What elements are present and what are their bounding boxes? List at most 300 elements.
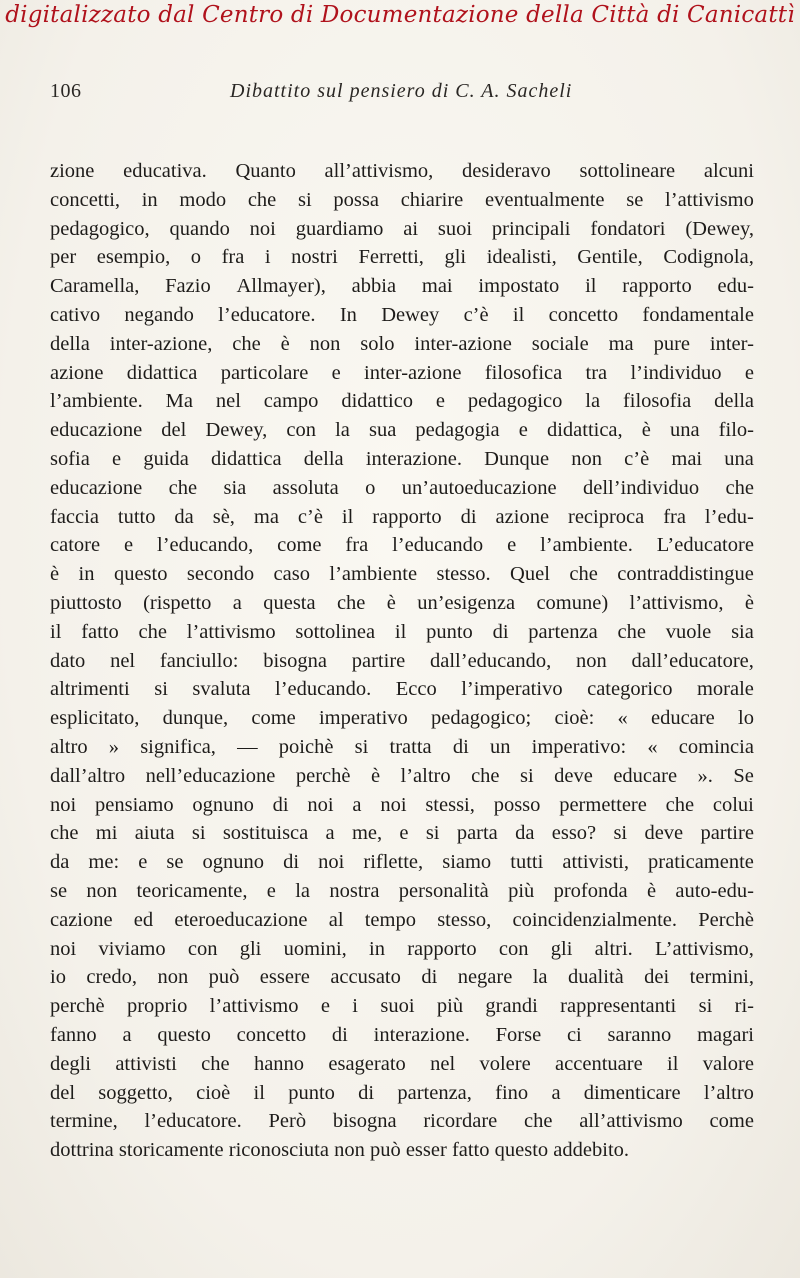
word: sè,	[212, 505, 235, 528]
text-line	[50, 618, 754, 647]
word: la	[585, 390, 601, 413]
text-line	[50, 675, 754, 704]
word: contraddistingue	[617, 563, 754, 586]
word: più	[436, 995, 464, 1018]
word: il	[253, 1081, 265, 1104]
word: sia	[731, 620, 754, 643]
word: impostato	[478, 275, 560, 298]
word: c’è	[624, 447, 650, 470]
word: a	[551, 1081, 561, 1104]
word: di	[492, 620, 509, 643]
word: noi	[249, 217, 276, 240]
word: dato	[50, 649, 86, 672]
word: vuole	[665, 620, 712, 643]
word: la	[295, 879, 311, 902]
word: fanciullo:	[159, 649, 239, 672]
text-line	[50, 445, 754, 474]
word: dei	[644, 966, 670, 989]
word: perchè	[50, 995, 105, 1018]
word: di	[452, 735, 469, 758]
word: stessi,	[425, 793, 475, 816]
word: questo	[113, 563, 168, 586]
text-line	[50, 272, 754, 301]
word: nel	[215, 390, 241, 413]
word: cioè	[196, 1081, 231, 1104]
word: coincidenzialmente.	[512, 908, 677, 931]
word: L’educatore	[656, 534, 754, 557]
text-line	[50, 819, 754, 848]
word: ma	[608, 332, 634, 355]
word: svaluta	[192, 678, 251, 701]
word: pedagogico,	[50, 217, 150, 240]
word: l’individuo	[630, 361, 722, 384]
word: l’altro	[400, 764, 451, 787]
word: filosofica	[484, 361, 563, 384]
word: pedagogico	[467, 390, 563, 413]
word: e	[435, 390, 446, 413]
text-line	[50, 474, 754, 503]
word: negare	[457, 966, 513, 989]
word: caso	[273, 563, 310, 586]
word: termine,	[50, 1110, 118, 1133]
word: si	[191, 822, 206, 845]
word: all’attivismo,	[324, 160, 434, 182]
word: l’attivismo	[209, 995, 299, 1018]
word: storicamente	[118, 1139, 224, 1162]
word: si	[613, 822, 628, 845]
text-line	[50, 877, 754, 906]
word: imperativo	[318, 707, 408, 730]
text-line	[50, 906, 754, 935]
word: esser	[405, 1139, 447, 1162]
word: che	[247, 188, 277, 211]
word: con	[498, 937, 529, 960]
word: è	[50, 563, 60, 586]
word: di	[283, 851, 300, 874]
word: faccia	[50, 505, 99, 528]
word: una	[724, 447, 754, 470]
word: fra	[345, 534, 369, 557]
word: esplicitato,	[50, 707, 140, 730]
word: in	[369, 937, 385, 960]
word: posso	[493, 793, 541, 816]
text-line	[50, 647, 754, 676]
word: della	[50, 332, 90, 355]
word: punto	[426, 620, 473, 643]
word: Gentile,	[577, 246, 643, 269]
word: è	[744, 591, 754, 614]
word: noi	[307, 793, 334, 816]
word: che	[336, 591, 366, 614]
word: dimenticare	[583, 1081, 681, 1104]
word: c’è	[297, 505, 323, 528]
word: catore	[50, 534, 101, 557]
running-title: Dibattito sul pensiero di C. A. Sacheli	[230, 80, 573, 102]
text-line	[50, 243, 754, 272]
word: cativo	[50, 303, 101, 326]
word: magari	[697, 1023, 754, 1046]
word: noi	[318, 851, 345, 874]
word: eventualmente	[485, 188, 605, 211]
word: il	[667, 1052, 679, 1075]
word: c’è	[463, 303, 489, 326]
word: siamo	[442, 851, 492, 874]
word: tratta	[389, 735, 432, 758]
word: noi	[380, 793, 407, 816]
word: di	[331, 1023, 348, 1046]
word: per	[50, 246, 77, 269]
word: concetto	[548, 303, 619, 326]
page-number: 106	[50, 80, 82, 102]
word: altri.	[594, 937, 633, 960]
word: suoi	[437, 217, 473, 240]
word: che	[138, 620, 167, 643]
word: »	[108, 735, 120, 758]
word: il	[341, 505, 354, 528]
word: possa	[333, 188, 379, 211]
word: rapporto	[622, 275, 692, 298]
word: Dunque	[484, 447, 550, 470]
word: esempio,	[96, 246, 171, 269]
word: fra	[221, 246, 245, 269]
word: l’altro	[703, 1081, 754, 1104]
word: nostri	[291, 246, 338, 269]
word: della	[714, 390, 754, 413]
word: è	[280, 332, 290, 355]
word: hanno	[253, 1052, 305, 1075]
word: guardiamo	[295, 217, 384, 240]
word: educazione	[50, 419, 143, 442]
word: aiuta	[134, 822, 175, 845]
text-line	[50, 963, 754, 992]
word: attivisti,	[562, 851, 629, 874]
word: da	[515, 822, 535, 845]
word: attivisti	[115, 1052, 177, 1075]
text-line	[50, 992, 754, 1021]
word: o	[365, 476, 376, 499]
word: inter-azione,	[109, 332, 213, 355]
word: e	[518, 419, 528, 442]
word: in	[141, 188, 158, 211]
text-line	[50, 1136, 754, 1165]
word: saranno	[607, 1023, 672, 1046]
word: di	[460, 505, 477, 528]
word: cioè:	[554, 707, 595, 730]
word: lo	[738, 707, 754, 730]
word: fatto	[81, 620, 119, 643]
word: nell’educazione	[145, 764, 276, 787]
word: gli	[239, 937, 262, 960]
word: credo,	[86, 966, 138, 989]
word: un’esigenza	[417, 591, 516, 614]
word: il	[585, 275, 597, 298]
word: e	[112, 447, 122, 470]
word: modo	[179, 188, 227, 211]
word: e	[138, 851, 148, 874]
word: piuttosto	[50, 591, 122, 614]
word: gli	[550, 937, 573, 960]
digitization-watermark: digitalizzato dal Centro di Documentazione della Città di Canicattì	[5, 2, 795, 28]
word: da	[174, 505, 194, 528]
word: (Dewey,	[685, 217, 754, 240]
word: In	[339, 303, 357, 326]
word: interazione.	[373, 1023, 470, 1046]
word: zione	[50, 160, 95, 182]
word: il	[512, 303, 525, 326]
word: Quel	[510, 563, 550, 586]
word: l’ambiente.	[50, 390, 143, 413]
word: che	[665, 793, 695, 816]
word: ci	[566, 1023, 582, 1046]
text-line	[50, 1021, 754, 1050]
word: parta	[456, 822, 498, 845]
word: non	[571, 447, 602, 470]
word: altrimenti	[50, 678, 130, 701]
word: imperativo:	[531, 735, 627, 758]
word: si	[520, 764, 534, 787]
word: Quanto	[235, 160, 296, 182]
word: accentuare	[555, 1052, 643, 1075]
text-line	[50, 762, 754, 791]
word: e	[507, 534, 517, 557]
word: può	[208, 966, 240, 989]
word: partire	[700, 822, 754, 845]
word: o	[190, 246, 202, 269]
word: Fazio	[165, 275, 211, 298]
word: significa,	[140, 735, 216, 758]
word: rapporto	[372, 505, 442, 528]
word: sostituisca	[222, 822, 309, 845]
word: che	[50, 822, 79, 845]
word: desideravo	[462, 160, 551, 182]
text-line	[50, 589, 754, 618]
word: me:	[88, 851, 120, 874]
word: può	[369, 1139, 401, 1162]
word: partenza	[528, 620, 598, 643]
word: fatto	[451, 1139, 490, 1162]
word: reciproca	[568, 505, 645, 528]
word: principali	[491, 217, 571, 240]
word: che	[168, 476, 198, 499]
word: e	[399, 822, 409, 845]
word: inter-azione	[364, 361, 462, 384]
word: viviamo	[98, 937, 166, 960]
word: il	[394, 620, 407, 643]
word: sofia	[50, 447, 90, 470]
word: guida	[143, 447, 189, 470]
word: —	[237, 735, 258, 758]
word: e	[266, 879, 276, 902]
word: partire	[351, 649, 406, 672]
word: «	[617, 707, 628, 730]
word: educativa.	[123, 160, 207, 182]
word: rapporto	[407, 937, 477, 960]
word: fondamentale	[642, 303, 754, 326]
word: l’educando.	[275, 678, 372, 701]
word: Però	[268, 1110, 307, 1133]
word: e	[331, 361, 341, 384]
word: la	[335, 419, 350, 442]
word: negando	[124, 303, 194, 326]
word: che	[725, 476, 754, 499]
word: della	[303, 447, 344, 470]
word: filosofia	[622, 390, 692, 413]
word: nostra	[329, 879, 380, 902]
word: riflette,	[363, 851, 424, 874]
word: didattica,	[546, 419, 623, 442]
word: si	[354, 735, 369, 758]
text-line	[50, 531, 754, 560]
word: gli	[444, 246, 467, 269]
word: poichè	[278, 735, 334, 758]
word: me,	[351, 822, 383, 845]
word: educare	[651, 707, 715, 730]
word: azione	[495, 505, 550, 528]
word: come	[251, 707, 296, 730]
word: dell’individuo	[582, 476, 700, 499]
word: (rispetto	[143, 591, 212, 614]
word: tutto	[117, 505, 156, 528]
word: Ma	[165, 390, 193, 413]
word: educazione	[50, 476, 143, 499]
word: Caramella,	[50, 275, 140, 298]
word: Ecco	[395, 678, 437, 701]
word: mai	[671, 447, 703, 470]
word: i	[352, 995, 358, 1018]
word: fanno	[50, 1023, 97, 1046]
word: didattico	[341, 390, 414, 413]
text-line	[50, 359, 754, 388]
word: a	[232, 591, 242, 614]
word: e	[123, 534, 134, 557]
word: a	[122, 1023, 132, 1046]
word: questo	[157, 1023, 211, 1046]
word: si	[698, 995, 713, 1018]
word: eteroeducazione	[174, 908, 308, 931]
word: ai	[403, 217, 419, 240]
word: si	[154, 678, 168, 701]
word: noi	[50, 937, 77, 960]
text-line	[50, 503, 754, 532]
word: uomini,	[283, 937, 347, 960]
word: fondatori	[590, 217, 666, 240]
word: volere	[479, 1052, 531, 1075]
word: ».	[697, 764, 713, 787]
word: di	[421, 966, 438, 989]
word: «	[647, 735, 658, 758]
word: campo	[263, 390, 319, 413]
word: comune)	[536, 591, 609, 614]
text-line	[50, 301, 754, 330]
word: inter-azione	[414, 332, 512, 355]
word: al	[328, 908, 344, 931]
word: nel	[110, 649, 136, 672]
word: riconosciuta	[228, 1139, 329, 1162]
word: proprio	[126, 995, 188, 1018]
word: edu-	[717, 275, 754, 298]
word: dall’educando,	[430, 649, 552, 672]
word: Se	[733, 764, 754, 787]
word: secondo	[186, 563, 255, 586]
word: del	[50, 1081, 76, 1104]
word: l’attivismo	[665, 188, 754, 211]
word: non	[334, 1139, 365, 1162]
word: Dewey,	[205, 419, 268, 442]
word: che	[232, 332, 261, 355]
text-line	[50, 935, 754, 964]
word: pure	[653, 332, 690, 355]
word: Codignola,	[663, 246, 754, 269]
word: sottolinea	[295, 620, 376, 643]
word: non	[309, 332, 341, 355]
text-line	[50, 560, 754, 589]
word: esso?	[551, 822, 597, 845]
word: auto-edu-	[675, 879, 754, 902]
word: io	[50, 966, 66, 989]
word: cazione	[50, 908, 113, 931]
word: che	[524, 1110, 553, 1133]
word: ognuno	[192, 793, 254, 816]
word: Perchè	[698, 908, 754, 931]
word: altro	[50, 735, 88, 758]
word: i	[264, 246, 271, 269]
word: sottolineare	[579, 160, 676, 182]
word: personalità	[398, 879, 489, 902]
word: che	[617, 620, 646, 643]
word: noi	[50, 793, 77, 816]
word: interazione.	[365, 447, 462, 470]
word: deve	[554, 764, 593, 787]
word: stesso.	[436, 563, 491, 586]
word: di	[358, 1081, 375, 1104]
word: idealisti,	[486, 246, 557, 269]
word: fra	[663, 505, 686, 528]
word: profonda	[553, 879, 628, 902]
word: che	[569, 563, 598, 586]
text-line	[50, 1079, 754, 1108]
word: come	[277, 534, 322, 557]
word: concetti,	[50, 188, 121, 211]
word: accusato	[330, 966, 401, 989]
word: più	[508, 879, 535, 902]
word: rappresentanti	[560, 995, 677, 1018]
text-line	[50, 186, 754, 215]
word: quando	[169, 217, 230, 240]
body-text	[50, 157, 754, 1165]
word: particolare	[220, 361, 309, 384]
word: azione	[50, 361, 104, 384]
word: concetto	[236, 1023, 307, 1046]
word: comincia	[678, 735, 754, 758]
word: Ferretti,	[358, 246, 424, 269]
word: l’educando	[392, 534, 484, 557]
word: colui	[712, 793, 754, 816]
page-header	[50, 80, 750, 110]
word: e	[320, 995, 330, 1018]
word: fino	[495, 1081, 529, 1104]
word: Allmayer),	[236, 275, 326, 298]
word: permettere	[559, 793, 647, 816]
word: Dewey	[381, 303, 440, 326]
word: bisogna	[332, 1110, 397, 1133]
word: pensiamo	[95, 793, 174, 816]
text-line	[50, 1050, 754, 1079]
word: dunque,	[162, 707, 229, 730]
word: ri-	[734, 995, 754, 1018]
word: l’attivismo	[186, 620, 276, 643]
text-line	[50, 733, 754, 762]
word: educare	[613, 764, 678, 787]
